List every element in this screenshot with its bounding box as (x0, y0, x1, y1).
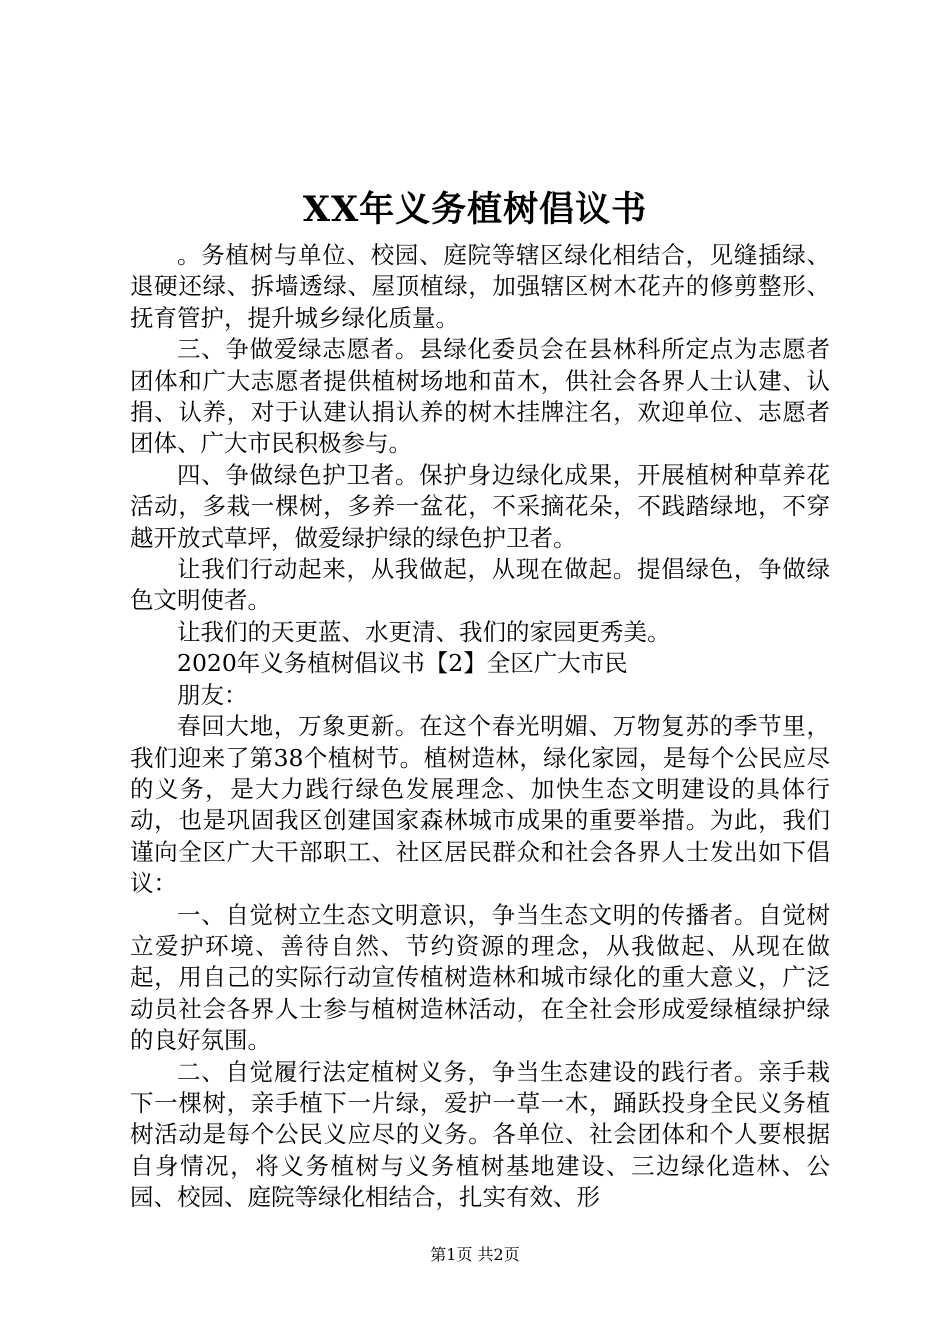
paragraph: 春回大地，万象更新。在这个春光明媚、万物复苏的季节里，我们迎来了第38个植树节。植树造林，绿化家园，是每个公民应尽的义务，是大力践行绿色发展理念、加快生态文明建设的具体行动，也是巩固我区创建国家森林城市成果的重要举措。为此，我们谨向全区广大干部职工、社区居民群众和社会各界人士发出如下倡议： (130, 712, 830, 898)
page-footer: 第1页 共2页 (430, 1245, 520, 1264)
paragraph: 让我们行动起来，从我做起，从现在做起。提倡绿色，争做绿色文明使者。 (130, 555, 830, 615)
document-title: XX年义务植树倡议书 (302, 189, 648, 230)
paragraph: 让我们的天更蓝、水更清、我们的家园更秀美。 (177, 617, 671, 646)
paragraph: 一、自觉树立生态文明意识，争当生态文明的传播者。自觉树立爱护环境、善待自然、节约资源的理念，从我做起、从现在做起，用自己的实际行动宣传植树造林和城市绿化的重大意义，广泛动员社会各界人士参与植树造林活动，在全社会形成爱绿植绿护绿的良好氛围。 (130, 900, 830, 1055)
paragraph: 朋友： (177, 680, 248, 709)
paragraph: 二、自觉履行法定植树义务，争当生态建设的践行者。亲手栽下一棵树，亲手植下一片绿，爱护一草一木，踊跃投身全民义务植树活动是每个公民义应尽的义务。各单位、社会团体和个人要根据自身情况，将义务植树与义务植树基地建设、三边绿化造林、公园、校园、庭院等绿化相结合，扎实有效、形 (130, 1057, 830, 1212)
paragraph: 三、争做爱绿志愿者。县绿化委员会在县林科所定点为志愿者团体和广大志愿者提供植树场地和苗木，供社会各界人士认建、认捐、认养，对于认建认捐认养的树木挂牌注名，欢迎单位、志愿者团体、广大市民积极参与。 (130, 335, 830, 458)
paragraph: 四、争做绿色护卫者。保护身边绿化成果，开展植树种草养花活动，多栽一棵树，多养一盆花，不采摘花朵，不践踏绿地，不穿越开放式草坪，做爱绿护绿的绿色护卫者。 (130, 460, 830, 552)
paragraph: 2020年义务植树倡议书【2】全区广大市民 (177, 649, 628, 678)
document-body (130, 240, 830, 1214)
paragraph: 。务植树与单位、校园、庭院等辖区绿化相结合，见缝插绿、退硬还绿、拆墙透绿、屋顶植绿，加强辖区树木花卉的修剪整形、抚育管护，提升城乡绿化质量。 (130, 241, 830, 332)
